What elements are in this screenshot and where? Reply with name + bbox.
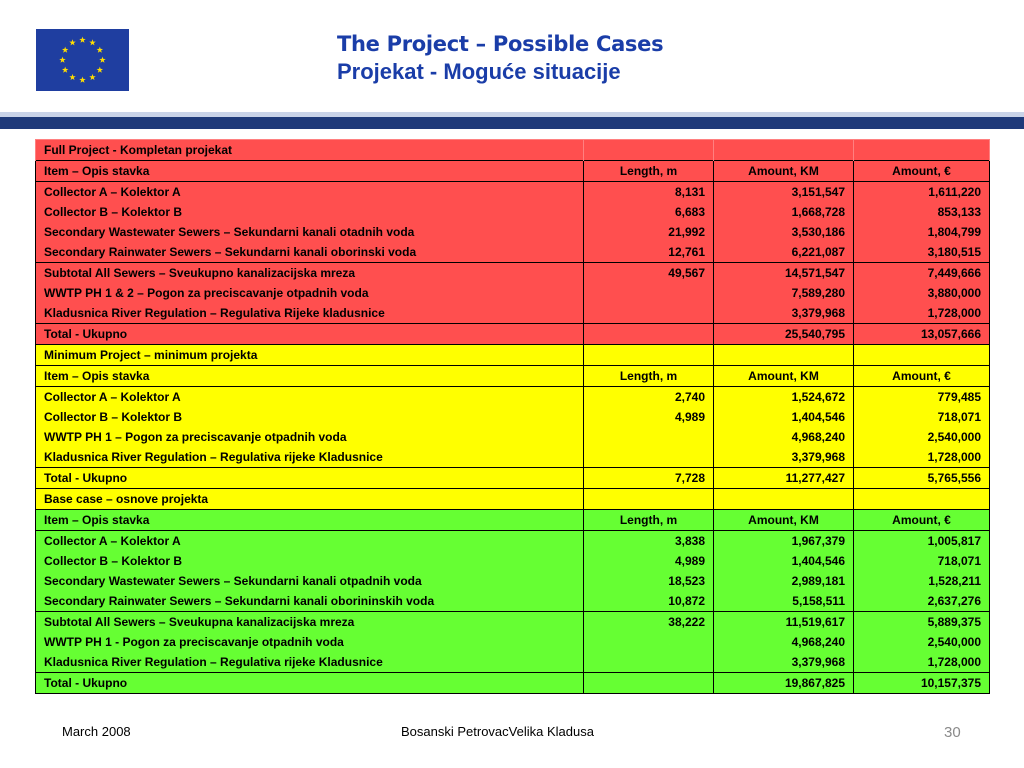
table-row [36,591,990,612]
col-header-length: Length, m [584,161,714,182]
footer-location: Bosanski PetrovacVelika Kladusa [401,724,594,739]
cell-item: Secondary Rainwater Sewers – Sekundarni kanali oborinski voda [36,242,584,263]
table-row-total [36,324,990,345]
cell-amount-km: 7,589,280 [714,283,854,303]
cell-amount-eur: 1,005,817 [854,531,990,552]
col-header-item: Item – Opis stavka [36,366,584,387]
cell-length: 8,131 [584,182,714,203]
cell-length [584,673,714,694]
flag-star [89,74,95,80]
cell-item: Kladusnica River Regulation – Regulativa rijeke Kladusnice [36,652,584,673]
cell-item: WWTP PH 1 – Pogon za preciscavanje otpadnih voda [36,427,584,447]
cell-amount-eur: 1,728,000 [854,447,990,468]
cell-length [584,447,714,468]
table-row [36,202,990,222]
cell-amount-eur: 2,540,000 [854,632,990,652]
cell-amount-eur: 2,637,276 [854,591,990,612]
table-row [36,531,990,552]
cell-amount-eur: 1,611,220 [854,182,990,203]
cell-amount-eur: 7,449,666 [854,263,990,284]
table-row [36,632,990,652]
cell-item: Subtotal All Sewers – Sveukupno kanalizacijska mreza [36,263,584,284]
cell-amount-eur: 1,804,799 [854,222,990,242]
table-row [36,242,990,263]
table-row-subtotal [36,612,990,633]
cell-amount-km: 3,379,968 [714,652,854,673]
cell-amount-km: 4,968,240 [714,632,854,652]
cell-amount-km: 2,989,181 [714,571,854,591]
cell-length: 3,838 [584,531,714,552]
cell-item: Collector A – Kolektor A [36,387,584,408]
flag-star [89,39,95,45]
flag-star [62,67,68,73]
flag-star [69,74,75,80]
table-row [36,407,990,427]
project-cases-table [35,139,990,694]
cell-amount-eur: 853,133 [854,202,990,222]
flag-star [69,39,75,45]
cell-length: 18,523 [584,571,714,591]
cell-length [584,632,714,652]
section-title: Full Project - Kompletan projekat [36,140,584,161]
cell-amount-eur: 10,157,375 [854,673,990,694]
cell-length: 10,872 [584,591,714,612]
table-row-subtotal [36,263,990,284]
section-title: Minimum Project – minimum projekta [36,345,584,366]
table-row-total [36,673,990,694]
flag-star [59,57,65,63]
cell-length: 12,761 [584,242,714,263]
col-header-amount-km: Amount, KM [714,510,854,531]
flag-star [97,67,103,73]
col-header-length: Length, m [584,510,714,531]
full-project-header-row [36,161,990,182]
cell-amount-km: 3,151,547 [714,182,854,203]
cell-amount-km: 1,404,546 [714,551,854,571]
table-row [36,571,990,591]
cell-amount-km: 1,404,546 [714,407,854,427]
slide-title [337,30,663,86]
eu-flag-icon [36,29,129,91]
cell-amount-eur: 3,880,000 [854,283,990,303]
cell-length: 6,683 [584,202,714,222]
cell-item: WWTP PH 1 - Pogon za preciscavanje otpadnih voda [36,632,584,652]
cell-length: 21,992 [584,222,714,242]
cell-amount-km: 19,867,825 [714,673,854,694]
cell-item: WWTP PH 1 & 2 – Pogon za preciscavanje otpadnih voda [36,283,584,303]
cell-amount-km: 3,379,968 [714,447,854,468]
col-header-amount-eur: Amount, € [854,366,990,387]
cell-item: Secondary Wastewater Sewers – Sekundarni kanali otpadnih voda [36,571,584,591]
table-row [36,652,990,673]
slide-number: 30 [944,724,961,741]
cell-amount-eur: 718,071 [854,551,990,571]
cell-length [584,324,714,345]
cell-item: Collector B – Kolektor B [36,551,584,571]
cell-item: Total - Ukupno [36,468,584,489]
cell-amount-km: 1,668,728 [714,202,854,222]
col-header-amount-km: Amount, KM [714,161,854,182]
cell-amount-eur: 13,057,666 [854,324,990,345]
cell-length: 2,740 [584,387,714,408]
cell-amount-eur: 779,485 [854,387,990,408]
cell-length: 4,989 [584,551,714,571]
flag-star [79,77,85,83]
cell-item: Total - Ukupno [36,673,584,694]
cell-amount-eur: 1,728,000 [854,303,990,324]
cell-item: Kladusnica River Regulation – Regulativa rijeke Kladusnice [36,447,584,468]
cell-item: Secondary Rainwater Sewers – Sekundarni kanali oborininskih voda [36,591,584,612]
col-header-length: Length, m [584,366,714,387]
cell-length [584,303,714,324]
cell-item: Total - Ukupno [36,324,584,345]
flag-star [62,47,68,53]
flag-star [99,57,105,63]
footer-date: March 2008 [62,724,131,739]
cell-length: 4,989 [584,407,714,427]
flag-star [97,47,103,53]
minimum-project-title-row [36,345,990,366]
col-header-item: Item – Opis stavka [36,510,584,531]
cell-amount-km: 1,524,672 [714,387,854,408]
col-header-amount-eur: Amount, € [854,510,990,531]
table-row [36,551,990,571]
cell-length [584,652,714,673]
table-row-total [36,468,990,489]
minimum-project-header-row [36,366,990,387]
cell-amount-km: 11,277,427 [714,468,854,489]
cell-amount-eur: 1,528,211 [854,571,990,591]
table-row [36,303,990,324]
cell-item: Collector A – Kolektor A [36,531,584,552]
table-row [36,182,990,203]
table-row [36,447,990,468]
table-row [36,387,990,408]
cell-amount-eur: 5,765,556 [854,468,990,489]
cell-item: Collector B – Kolektor B [36,407,584,427]
cell-amount-eur: 3,180,515 [854,242,990,263]
base-case-header-row [36,510,990,531]
cell-length: 7,728 [584,468,714,489]
cell-amount-km: 25,540,795 [714,324,854,345]
flag-star [79,37,85,43]
table-row [36,283,990,303]
table-row [36,427,990,447]
table-row [36,222,990,242]
title-bosnian: Projekat - Moguće situacije [337,59,621,84]
cell-amount-km: 4,968,240 [714,427,854,447]
cell-amount-km: 6,221,087 [714,242,854,263]
title-english: The Project – Possible Cases [337,32,664,56]
col-header-amount-km: Amount, KM [714,366,854,387]
cell-length [584,283,714,303]
cell-length: 38,222 [584,612,714,633]
header-divider [0,117,1024,129]
cell-amount-km: 1,967,379 [714,531,854,552]
cell-amount-km: 3,530,186 [714,222,854,242]
cell-amount-km: 14,571,547 [714,263,854,284]
base-case-title-row [36,489,990,510]
cell-amount-km: 5,158,511 [714,591,854,612]
cell-item: Secondary Wastewater Sewers – Sekundarni kanali otadnih voda [36,222,584,242]
col-header-item: Item – Opis stavka [36,161,584,182]
cell-amount-km: 3,379,968 [714,303,854,324]
cell-amount-eur: 1,728,000 [854,652,990,673]
cell-item: Subtotal All Sewers – Sveukupna kanalizacijska mreza [36,612,584,633]
cell-amount-eur: 2,540,000 [854,427,990,447]
cell-item: Kladusnica River Regulation – Regulativa Rijeke kladusnice [36,303,584,324]
cell-amount-km: 11,519,617 [714,612,854,633]
full-project-title-row [36,140,990,161]
cell-item: Collector B – Kolektor B [36,202,584,222]
cell-amount-eur: 5,889,375 [854,612,990,633]
cell-length [584,427,714,447]
cell-item: Collector A – Kolektor A [36,182,584,203]
col-header-amount-eur: Amount, € [854,161,990,182]
cell-length: 49,567 [584,263,714,284]
section-title: Base case – osnove projekta [36,489,584,510]
cell-amount-eur: 718,071 [854,407,990,427]
